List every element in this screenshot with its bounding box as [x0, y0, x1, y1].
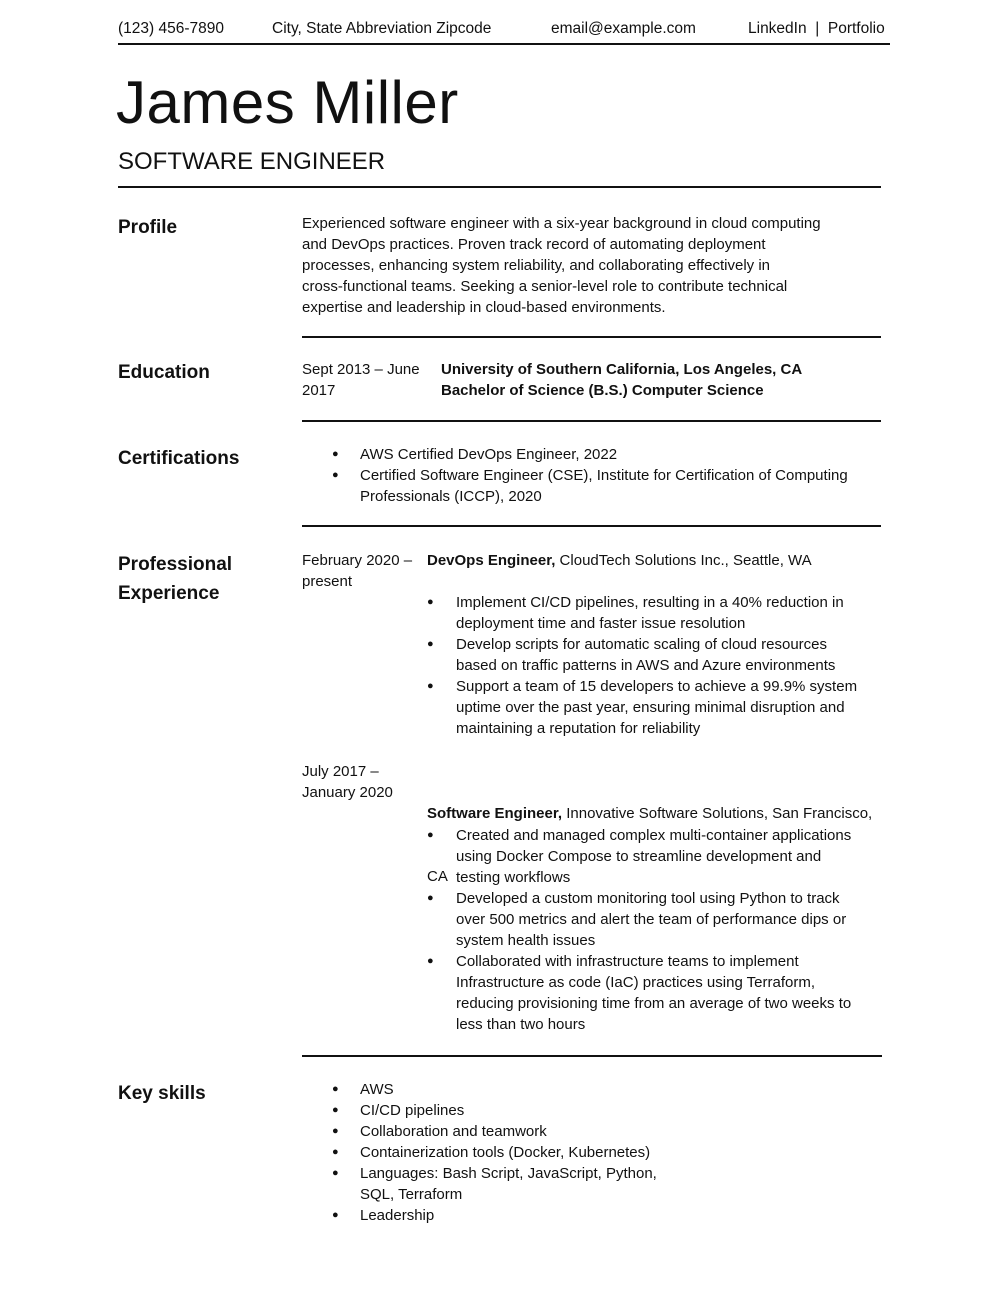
bullet-icon: ● [427, 892, 434, 904]
education-details [441, 359, 802, 401]
profile-summary [302, 213, 892, 318]
bullet-text: Collaborated with infrastructure teams to implement [456, 953, 799, 970]
education-heading: Education [118, 362, 210, 383]
bullet-text: testing workflows [456, 869, 571, 886]
profile-line: and DevOps practices. Proven track record of automating deployment [302, 236, 766, 253]
job-date-line: present [302, 573, 353, 590]
job-header [427, 550, 812, 571]
list-item [302, 465, 902, 507]
experience-heading-line: Experience [118, 583, 220, 604]
education-date-line: 2017 [302, 382, 336, 399]
certifications-divider [302, 525, 881, 527]
skills-list [302, 1079, 722, 1226]
job-company: Innovative Software Solutions, San Francisco, [562, 805, 873, 822]
list-item [427, 825, 907, 888]
skill-text: Collaboration and teamwork [360, 1123, 547, 1140]
certifications-list [302, 444, 902, 507]
profile-line: Experienced software engineer with a six-year background in cloud computing [302, 215, 821, 232]
phone-number: (123) 456-7890 [118, 20, 224, 37]
skills-heading: Key skills [118, 1083, 206, 1104]
certification-text: Certified Software Engineer (CSE), Institute for Certification of Computing [360, 467, 848, 484]
job-role: Software Engineer, [427, 805, 563, 822]
bullet-text: maintaining a reputation for reliability [456, 720, 701, 737]
skill-text: Leadership [360, 1207, 435, 1224]
list-item [427, 888, 907, 951]
skill-text: SQL, Terraform [360, 1186, 463, 1203]
job-dates [302, 550, 412, 592]
education-dates [302, 359, 420, 401]
location: City, State Abbreviation Zipcode [272, 20, 492, 37]
skill-text: Containerization tools (Docker, Kubernetes) [360, 1144, 651, 1161]
job-date-line: January 2020 [302, 784, 393, 801]
bullet-icon: ● [427, 680, 434, 692]
bullet-icon: ● [427, 596, 434, 608]
bullet-text: over 500 metrics and alert the team of performance dips or [456, 911, 847, 928]
list-item [302, 1205, 722, 1226]
profile-line: cross-functional teams. Seeking a senior-level role to contribute technical [302, 278, 788, 295]
bullet-icon: ● [332, 1125, 339, 1137]
list-item [427, 634, 897, 676]
bullet-icon: ● [427, 638, 434, 650]
bullet-text: less than two hours [456, 1016, 586, 1033]
skill-text: Languages: Bash Script, JavaScript, Python, [360, 1165, 657, 1182]
profile-line: expertise and leadership in cloud-based environments. [302, 299, 666, 316]
list-item [427, 951, 907, 1035]
header-divider [118, 43, 890, 45]
bullet-text: based on traffic patterns in AWS and Azure environments [456, 657, 836, 674]
bullet-text: Developed a custom monitoring tool using Python to track [456, 890, 840, 907]
bullet-text: using Docker Compose to streamline development and [456, 848, 822, 865]
title-divider [118, 186, 881, 188]
bullet-icon: ● [332, 448, 339, 460]
bullet-icon: ● [427, 955, 434, 967]
experience-divider [302, 1055, 882, 1057]
certification-text: AWS Certified DevOps Engineer, 2022 [360, 446, 618, 463]
experience-heading [118, 550, 232, 608]
certification-text: Professionals (ICCP), 2020 [360, 488, 542, 505]
experience-heading-line: Professional [118, 554, 233, 575]
bullet-text: Implement CI/CD pipelines, resulting in a 40% reduction in [456, 594, 844, 611]
job-date-line: February 2020 – [302, 552, 413, 569]
list-item [302, 1079, 722, 1100]
bullet-icon: ● [332, 1209, 339, 1221]
candidate-name: James Miller [116, 69, 459, 136]
job-title: SOFTWARE ENGINEER [118, 148, 386, 175]
bullet-text: Infrastructure as code (IaC) practices using Terraform, [456, 974, 816, 991]
bullet-icon: ● [332, 469, 339, 481]
degree-name: Bachelor of Science (B.S.) Computer Science [441, 382, 764, 399]
job-date-line: July 2017 – [302, 763, 379, 780]
profile-line: processes, enhancing system reliability, and collaborating effectively in [302, 257, 771, 274]
list-item [302, 1100, 722, 1121]
list-item [302, 444, 902, 465]
bullet-icon: ● [332, 1146, 339, 1158]
job-dates [302, 761, 393, 803]
bullet-text: uptime over the past year, ensuring minimal disruption and [456, 699, 845, 716]
job-company: CloudTech Solutions Inc., Seattle, WA [555, 552, 812, 569]
bullet-text: Support a team of 15 developers to achieve a 99.9% system [456, 678, 858, 695]
list-item [302, 1142, 722, 1163]
job-bullets [427, 592, 897, 739]
bullet-icon: ● [332, 1167, 339, 1179]
bullet-icon: ● [332, 1104, 339, 1116]
education-divider [302, 420, 881, 422]
bullet-text: Created and managed complex multi-container applications [456, 827, 852, 844]
email-address[interactable]: email@example.com [551, 20, 696, 37]
profile-links[interactable]: LinkedIn | Portfolio [748, 20, 885, 37]
education-date-line: Sept 2013 – June [302, 361, 420, 378]
profile-divider [302, 336, 881, 338]
bullet-text: Develop scripts for automatic scaling of cloud resources [456, 636, 828, 653]
profile-heading: Profile [118, 217, 178, 238]
job-role: DevOps Engineer, [427, 552, 556, 569]
bullet-text: reducing provisioning time from an average of two weeks to [456, 995, 852, 1012]
list-item [302, 1163, 722, 1205]
job-company-continued: CA [427, 868, 448, 885]
bullet-icon: ● [332, 1083, 339, 1095]
skill-text: CI/CD pipelines [360, 1102, 465, 1119]
bullet-text: system health issues [456, 932, 596, 949]
school-name: University of Southern California, Los Angeles, CA [441, 361, 803, 378]
bullet-icon: ● [427, 829, 434, 841]
bullet-text: deployment time and faster issue resolution [456, 615, 746, 632]
list-item [302, 1121, 722, 1142]
skill-text: AWS [360, 1081, 394, 1098]
certifications-heading: Certifications [118, 448, 240, 469]
list-item [427, 676, 897, 739]
job-bullets [427, 825, 907, 1035]
list-item [427, 592, 897, 634]
